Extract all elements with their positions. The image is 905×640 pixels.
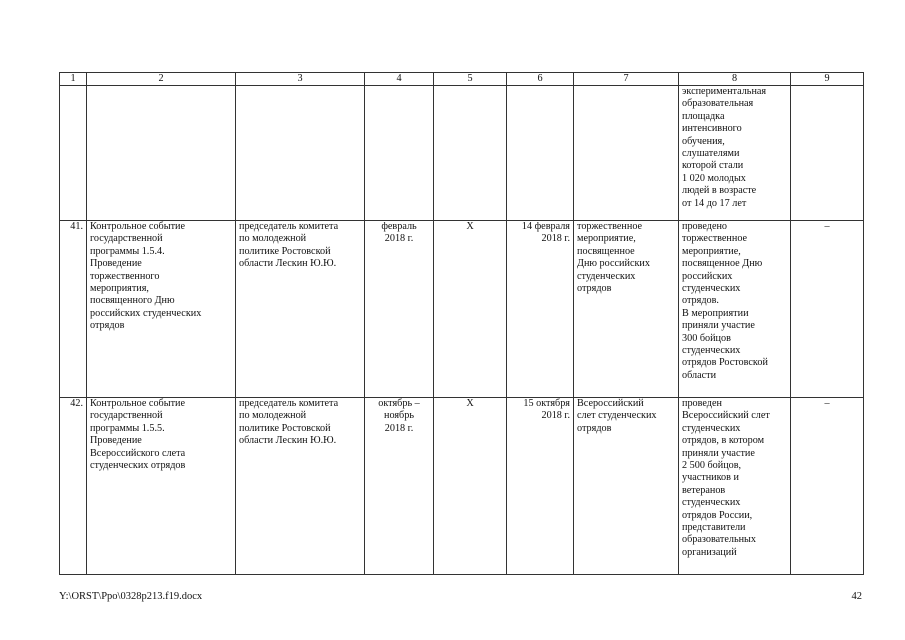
note-cell: – [791,398,864,575]
plan-date-cell: февраль 2018 г. [365,221,434,398]
continuation-row [60,86,864,221]
header-cell: 2 [87,73,236,86]
row-number: 41. [60,221,87,398]
result-plan-cell: торжественное мероприятие, посвященное Дню российских студенческих отрядов [574,221,679,398]
page-number: 42 [851,591,862,602]
header-cell: 9 [791,73,864,86]
plan-date-cell: октябрь – ноябрь 2018 г. [365,398,434,575]
result-fact-cell: проведен Всероссийский слет студенческих отрядов, в котором приняли участие 2 500 бойцов, участников и ветеранов студенческих отрядов России, представители образовательных организаций [679,398,791,575]
result-fact-cell: проведено торжественное мероприятие, посвященное Дню российских студенческих отрядов. В мероприятии приняли участие 300 бойцов студенческих отрядов Ростовской области [679,221,791,398]
header-cell: 3 [236,73,365,86]
note-cell: – [791,221,864,398]
header-cell: 4 [365,73,434,86]
table-row [60,398,864,575]
row-number: 42. [60,398,87,575]
header-cell: 1 [60,73,87,86]
header-row [60,73,864,86]
event-name-cell: Контрольное событие государственной программы 1.5.4. Проведение торжественного мероприятия, посвященного Дню российских студенческих отрядов [87,221,236,398]
table-row [60,221,864,398]
responsible-cell: председатель комитета по молодежной политике Ростовской области Лескин Ю.Ю. [236,398,365,575]
header-cell: 8 [679,73,791,86]
report-table [59,72,864,575]
result-plan-cell: Всероссийский слет студенческих отрядов [574,398,679,575]
x-mark-cell: Х [434,398,507,575]
event-name-cell: Контрольное событие государственной программы 1.5.5. Проведение Всероссийского слета студенческих отрядов [87,398,236,575]
x-mark-cell: Х [434,221,507,398]
header-cell: 6 [507,73,574,86]
header-cell: 7 [574,73,679,86]
file-path-footer: Y:\ORST\Ppo\0328p213.f19.docx [59,591,203,602]
fact-date-cell: 14 февраля 2018 г. [507,221,574,398]
result-fact-cell: экспериментальная образовательная площадка интенсивного обучения, слушателями которой стали 1 020 молодых людей в возрасте от 14 до 17 лет [679,86,791,221]
header-cell: 5 [434,73,507,86]
fact-date-cell: 15 октября 2018 г. [507,398,574,575]
responsible-cell: председатель комитета по молодежной политике Ростовской области Лескин Ю.Ю. [236,221,365,398]
